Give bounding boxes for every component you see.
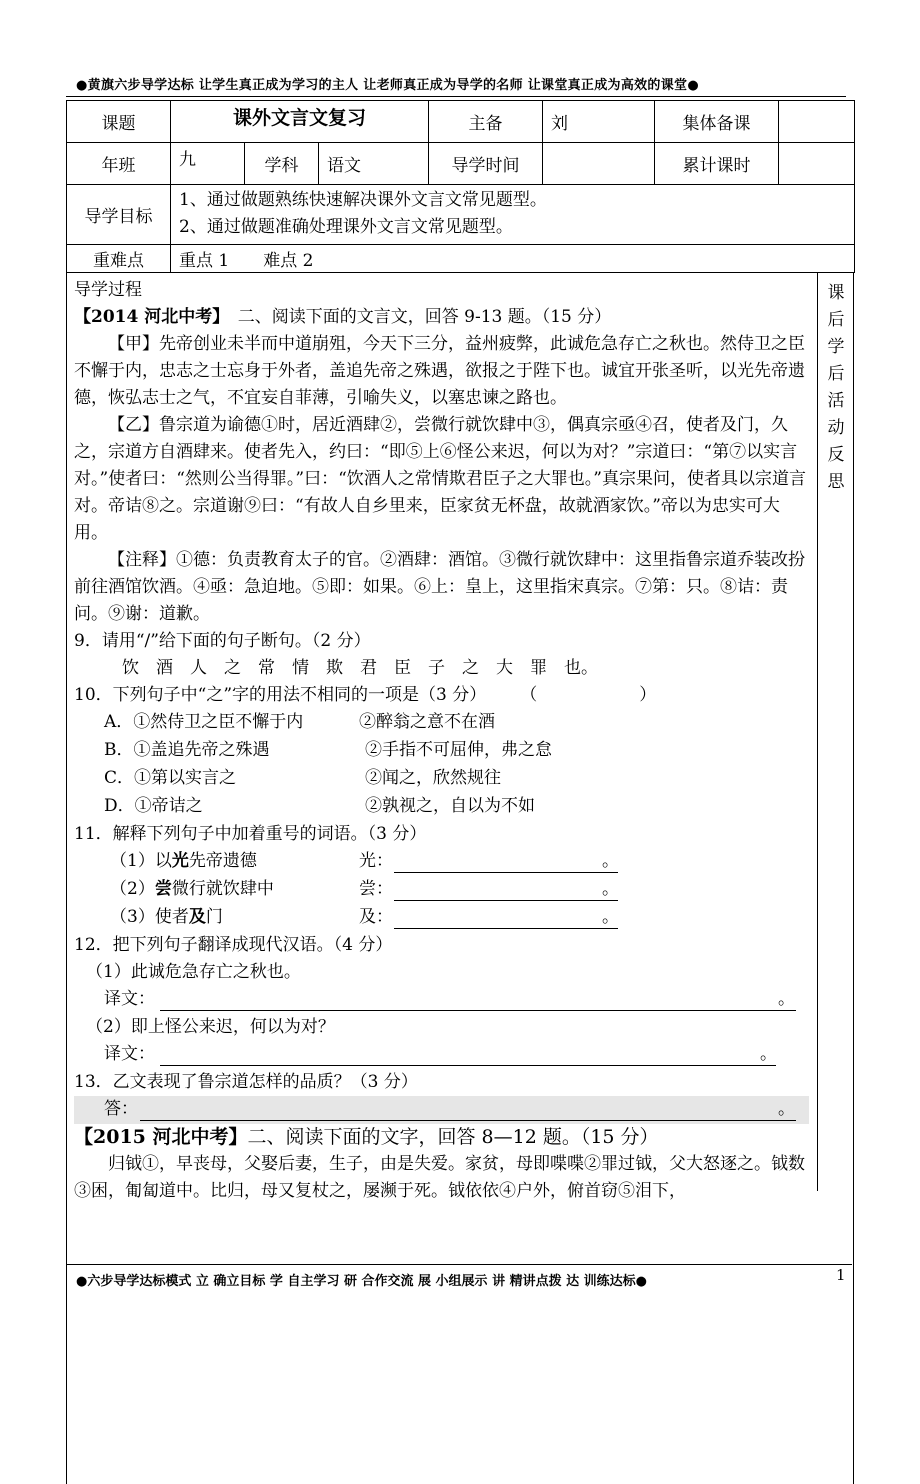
option-d (74, 793, 809, 821)
side-reflection-label: 课后学后活动反思 (827, 283, 845, 492)
option-a (74, 709, 809, 737)
page-number: 1 (836, 1266, 846, 1284)
option-b (74, 737, 809, 765)
hours-value (779, 143, 855, 185)
passage-yi: 【乙】鲁宗道为谕德①时，居近酒肆②，尝微行就饮肆中③，偶真宗亟④召，使者及门，久之，宗道方自酒肆来。使者先入，约曰：“即⑤上⑥怪公来迟，何以为对？”宗道曰：“第⑦以实言对。”使者曰：“然则公当得罪。”曰：“饮酒人之常情欺君臣子之大罪也。”真宗果问，使者具以宗道言对。帝诘⑧之。宗道谢⑨曰：“有故人自乡里来，臣家贫无杯盘，故就酒家饮。”帝以为忠实可大用。 (74, 415, 806, 543)
option-b-2: ②手指不可屈伸，弗之怠 (365, 740, 552, 760)
option-d-1: D．①帝诘之 (104, 796, 203, 816)
hours-label: 累计课时 (655, 143, 779, 185)
q11-1-answer-line[interactable] (394, 852, 618, 873)
subject-label: 学科 (245, 143, 319, 185)
goals-cell (171, 185, 855, 245)
group-value (779, 101, 855, 143)
question-12: 12．把下列句子翻译成现代汉语。（4 分） (74, 935, 393, 955)
question-11: 11．解释下列句子中加着重号的词语。（3 分） (74, 824, 427, 844)
question-9-sentence: 饮 酒 人 之 常 情 欺 君 臣 子 之 大 罪 也。 (122, 658, 598, 678)
q11-2-answer-line[interactable] (394, 880, 618, 901)
translation-line-2[interactable] (160, 1045, 776, 1066)
q11-1-pre: （1）以 (110, 851, 172, 871)
translation-2-period: 。 (760, 1044, 777, 1064)
exam-2014-intro: 二、阅读下面的文言文，回答 9-13 题。（15 分） (220, 307, 612, 327)
lesson-info-table (66, 100, 855, 273)
q11-1-post: 先帝遗德 (188, 851, 257, 871)
group-label: 集体备课 (655, 101, 779, 143)
guide-process (74, 277, 809, 1205)
key-value: 重点 1 难点 2 (171, 245, 855, 273)
option-c-2: ②闻之，欣然规往 (365, 768, 501, 788)
answer-label: 答： (104, 1099, 138, 1119)
exam-2015-intro: 二、阅读下面的文字，回答 8—12 题。（15 分） (247, 1126, 659, 1148)
q11-2-pre: （2） (110, 879, 155, 899)
goal-2: 2、通过做题准确处理课外文言文常见题型。 (179, 217, 513, 237)
question-12-1: （1）此诚危急存亡之秋也。 (86, 962, 301, 982)
question-10: 10．下列句子中“之”字的用法不相同的一项是（3 分） （ ） (74, 685, 657, 705)
question-12-2: （2）即上怪公来迟，何以为对？ (86, 1017, 335, 1037)
time-label: 导学时间 (429, 143, 543, 185)
grade-value: 九 (171, 143, 245, 185)
option-d-2: ②孰视之，自以为不如 (365, 796, 535, 816)
option-a-1: A．①然侍卫之臣不懈于内 (104, 712, 304, 732)
goal-1: 1、通过做题熟练快速解决课外文言文常见题型。 (179, 190, 547, 210)
q11-2-post: 微行就饮肆中 (171, 879, 274, 899)
option-c (74, 765, 809, 793)
exam-2015-tag: 【2015 河北中考】 (74, 1126, 248, 1148)
q11-3-label: 及： (359, 907, 393, 927)
lead-value: 刘 (543, 101, 655, 143)
header-slogan: ●黄旗六步导学达标 让学生真正成为学习的主人 让老师真正成为导学的名师 让课堂真正成为高效的课堂● (76, 78, 699, 93)
subject-value: 语文 (319, 143, 429, 185)
passage-2015: 归钺①，早丧母，父娶后妻，生子，由是失爱。家贫，母即喋喋②罪过钺，父大怒逐之。钺数③困，匍匐道中。比归，母又复杖之，屡濒于死。钺依依④户外，俯首窃⑤泪下， (74, 1154, 805, 1201)
goal-label: 导学目标 (67, 185, 171, 245)
footer-slogan: ●六步导学达标模式 立 确立目标 学 自主学习 研 合作交流 展 小组展示 讲 精讲点拨 达 训练达标● (76, 1274, 647, 1289)
q11-item-2 (74, 876, 809, 904)
q11-1-period: 。 (602, 851, 619, 871)
footer-rule (66, 1264, 852, 1265)
q11-2-period: 。 (602, 879, 619, 899)
answer-period: 。 (778, 1099, 795, 1119)
translation-1-period: 。 (778, 989, 795, 1009)
q11-3-period: 。 (602, 907, 619, 927)
option-a-2: ②醉翁之意不在酒 (359, 712, 495, 732)
key-label: 重难点 (67, 245, 171, 273)
side-divider (817, 272, 819, 1191)
q11-3-pre: （3）使者 (110, 907, 189, 927)
q11-2-word: 尝 (154, 879, 172, 899)
q11-item-1 (74, 848, 809, 876)
q11-1-label: 光： (359, 851, 393, 871)
translation-label-2: 译文： (104, 1044, 155, 1064)
option-b-1: B．①盖追先帝之殊遇 (104, 740, 270, 760)
topic-value: 课外文言文复习 (171, 101, 429, 143)
process-label: 导学过程 (74, 280, 142, 300)
q11-item-3 (74, 904, 809, 932)
exam-2014-tag: 【2014 河北中考】 (74, 307, 221, 327)
header-rule (66, 96, 846, 97)
grade-label: 年班 (67, 143, 171, 185)
q11-1-word: 光 (171, 851, 189, 871)
answer-line[interactable] (140, 1100, 796, 1121)
time-value (543, 143, 655, 185)
question-9: 9．请用“/”给下面的句子断句。（2 分） (74, 631, 371, 651)
question-13: 13．乙文表现了鲁宗道怎样的品质？（3 分） (74, 1072, 418, 1092)
option-c-1: C．①第以实言之 (104, 768, 237, 788)
passage-notes: 【注释】①德：负责教育太子的官。②酒肆：酒馆。③微行就饮肆中：这里指鲁宗道乔装改扮前往酒馆饮酒。④亟：急迫地。⑤即：如果。⑥上：皇上，这里指宋真宗。⑦第：只。⑧诘：责问。⑨谢：道歉。 (74, 550, 805, 624)
translation-line-1[interactable] (160, 990, 796, 1011)
q11-3-word: 及 (188, 907, 206, 927)
q11-3-answer-line[interactable] (394, 908, 618, 929)
q11-3-post: 门 (205, 907, 223, 927)
passage-jia: 【甲】先帝创业未半而中道崩殂，今天下三分，益州疲弊，此诚危急存亡之秋也。然侍卫之臣不懈于内，忠志之士忘身于外者，盖追先帝之殊遇，欲报之于陛下也。诚宜开张圣听，以光先帝遗德，恢弘志士之气，不宜妄自菲薄，引喻失义，以塞忠谏之路也。 (74, 334, 805, 408)
topic-label: 课题 (67, 101, 171, 143)
translation-label-1: 译文： (104, 989, 155, 1009)
lead-label: 主备 (429, 101, 543, 143)
q11-2-label: 尝： (359, 879, 393, 899)
